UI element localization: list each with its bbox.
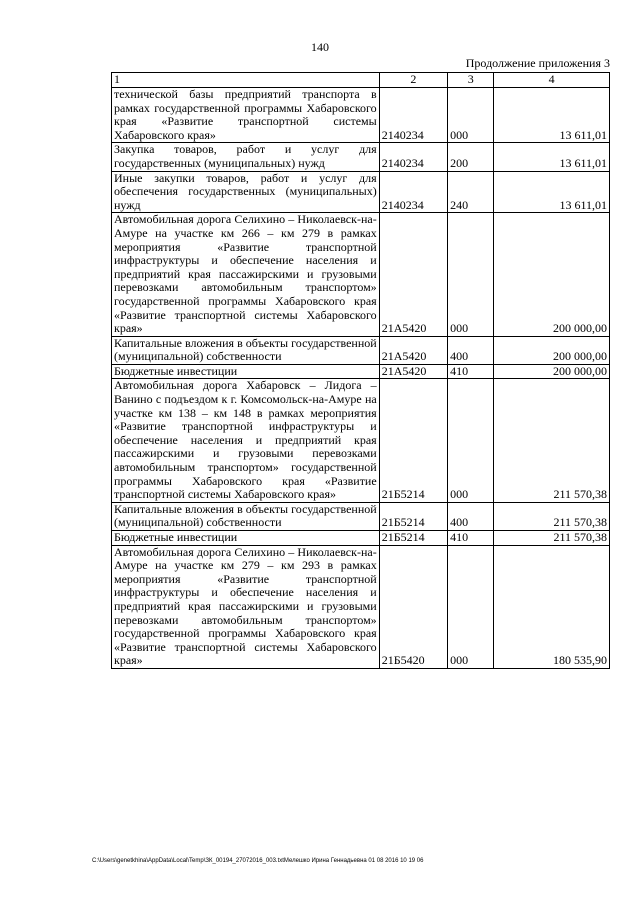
row-code-cell: 2140234 (379, 143, 447, 171)
row-type-cell: 410 (448, 364, 494, 379)
row-type-cell: 000 (448, 88, 494, 143)
row-code-cell: 2140234 (379, 171, 447, 213)
row-amount-cell: 13 611,01 (494, 171, 610, 213)
page-number: 140 (311, 40, 329, 54)
row-type-cell: 000 (448, 213, 494, 336)
file-path-footer: C:\Users\genetkhina\AppData\Local\Temp\ЗК_00194_27072016_003.txtМелешко Ирина Геннадьевна 01 08 2016 10 19 06 (92, 858, 424, 864)
appendix-continuation-label: Продолжение приложения 3 (465, 56, 610, 70)
table-row (112, 364, 610, 379)
row-name-cell: Закупка товаров, работ и услуг для государственных (муниципальных) нужд (112, 143, 380, 171)
row-name-cell: технической базы предприятий транспорта в рамках государственной программы Хабаровского края «Развитие транспортной системы Хабаровского края» (112, 88, 380, 143)
row-type-cell: 410 (448, 531, 494, 546)
row-amount-cell: 200 000,00 (494, 213, 610, 336)
row-code-cell: 21А5420 (379, 336, 447, 364)
row-code-cell: 21Б5214 (379, 502, 447, 530)
table-row (112, 336, 610, 364)
row-name-cell: Капитальные вложения в объекты государственной (муниципальной) собственности (112, 336, 380, 364)
row-code-cell: 21Б5420 (379, 545, 447, 668)
table-row (112, 545, 610, 668)
column-header: 1 (112, 73, 380, 88)
row-type-cell: 240 (448, 171, 494, 213)
row-code-cell: 21Б5214 (379, 379, 447, 502)
row-name-cell: Иные закупки товаров, работ и услуг для обеспечения государственных (муниципальных) нужд (112, 171, 380, 213)
table-row (112, 88, 610, 143)
column-header: 4 (494, 73, 610, 88)
row-code-cell: 21А5420 (379, 364, 447, 379)
row-name-cell: Бюджетные инвестиции (112, 364, 380, 379)
budget-table (111, 72, 610, 669)
row-name-cell: Автомобильная дорога Селихино – Николаевск-на-Амуре на участке км 266 – км 279 в рамках мероприятия «Развитие транспортной инфраструктуры и обеспечение населения и предприятий края пассажирскими и грузовыми перевозками автомобильным транспортом» государственной программы Хабаровского края «Развитие транспортной системы Хабаровского края» (112, 213, 380, 336)
row-amount-cell: 200 000,00 (494, 364, 610, 379)
table-row (112, 502, 610, 530)
row-amount-cell: 211 570,38 (494, 531, 610, 546)
row-type-cell: 400 (448, 336, 494, 364)
row-type-cell: 200 (448, 143, 494, 171)
row-code-cell: 21А5420 (379, 213, 447, 336)
row-name-cell: Автомобильная дорога Селихино – Николаевск-на-Амуре на участке км 279 – км 293 в рамках мероприятия «Развитие транспортной инфраструктуры и обеспечение населения и предприятий края пассажирскими и грузовыми перевозками автомобильным транспортом» государственной программы Хабаровского края «Развитие транспортной системы Хабаровского края» (112, 545, 380, 668)
table-row (112, 531, 610, 546)
row-amount-cell: 211 570,38 (494, 502, 610, 530)
row-amount-cell: 211 570,38 (494, 379, 610, 502)
row-name-cell: Бюджетные инвестиции (112, 531, 380, 546)
table-row (112, 143, 610, 171)
row-code-cell: 2140234 (379, 88, 447, 143)
table-row (112, 213, 610, 336)
row-amount-cell: 200 000,00 (494, 336, 610, 364)
row-name-cell: Капитальные вложения в объекты государственной (муниципальной) собственности (112, 502, 380, 530)
table-header-row (112, 73, 610, 88)
row-code-cell: 21Б5214 (379, 531, 447, 546)
row-type-cell: 000 (448, 545, 494, 668)
row-type-cell: 400 (448, 502, 494, 530)
row-amount-cell: 13 611,01 (494, 143, 610, 171)
table-row (112, 171, 610, 213)
row-name-cell: Автомобильная дорога Хабаровск – Лидога – Ванино с подъездом к г. Комсомольск-на-Амуре на участке км 138 – км 148 в рамках мероприятия «Развитие транспортной инфраструктуры и обеспечение населения и предприятий края пассажирскими и грузовыми перевозками автомобильным транспортом» государственной программы Хабаровского края «Развитие транспортной системы Хабаровского края» (112, 379, 380, 502)
column-header: 3 (448, 73, 494, 88)
table-row (112, 379, 610, 502)
row-amount-cell: 13 611,01 (494, 88, 610, 143)
column-header: 2 (379, 73, 447, 88)
row-type-cell: 000 (448, 379, 494, 502)
row-amount-cell: 180 535,90 (494, 545, 610, 668)
